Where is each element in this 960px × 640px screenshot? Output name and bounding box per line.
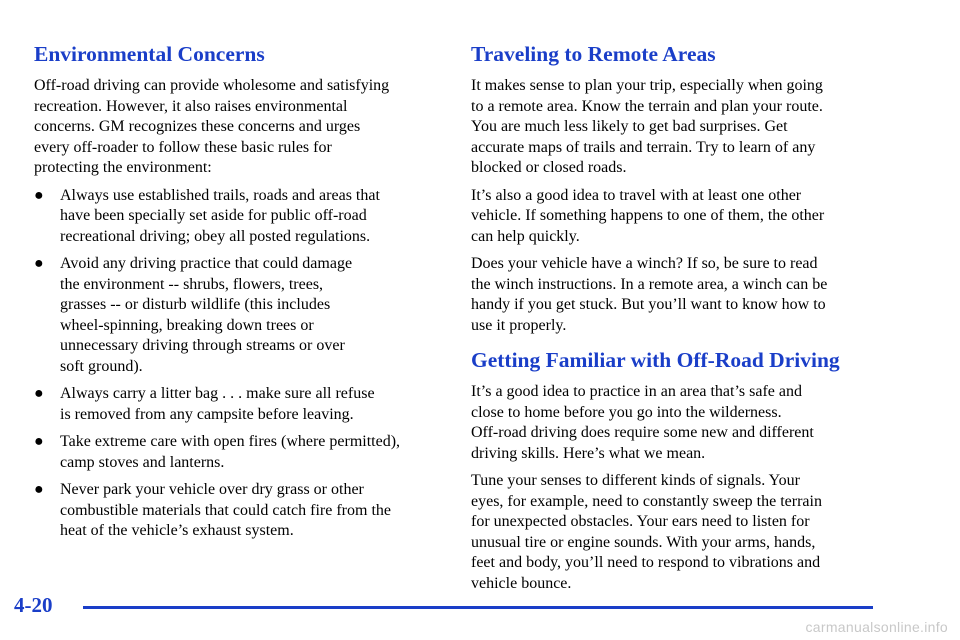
text-line: feet and body, you’ll need to respond to vibrations and <box>471 554 821 571</box>
paragraph <box>471 186 891 248</box>
text-line: close to home before you go into the wilderness. <box>471 403 782 421</box>
right-column <box>471 40 891 601</box>
text-line: eyes, for example, need to constantly sweep the terrain <box>471 492 822 510</box>
footer-rule <box>83 606 873 609</box>
text-line: combustible materials that could catch fire from the <box>60 501 391 519</box>
left-column <box>34 40 444 549</box>
text-line: recreational driving; obey all posted regulations. <box>60 227 371 245</box>
text-line: Never park your vehicle over dry grass or other <box>60 481 364 498</box>
text-line: You are much less likely to get bad surprises. Get <box>471 118 788 135</box>
text-line: driving skills. Here’s what we mean. <box>471 444 706 462</box>
list-item <box>34 432 444 473</box>
text-line: Take extreme care with open fires (where permitted), <box>60 433 401 450</box>
text-line: Off-road driving does require some new and different <box>471 424 814 441</box>
text-line: unnecessary driving through streams or over <box>60 337 345 354</box>
text-line: Avoid any driving practice that could damage <box>60 255 353 272</box>
list-item <box>34 254 444 377</box>
list-item <box>34 186 444 248</box>
text-line: protecting the environment: <box>34 159 212 176</box>
text-line: vehicle. If something happens to one of them, the other <box>471 207 825 224</box>
text-line: soft ground). <box>60 357 143 375</box>
text-line: have been specially set aside for public off-road <box>60 207 367 224</box>
text-line: Always carry a litter bag . . . make sure all refuse <box>60 385 375 402</box>
environment-rules-list <box>34 186 444 542</box>
text-line: It’s a good idea to practice in an area that’s safe and <box>471 383 802 400</box>
text-line: Tune your senses to different kinds of signals. Your <box>471 472 800 489</box>
paragraph <box>471 382 891 464</box>
text-line: vehicle bounce. <box>471 574 572 592</box>
paragraph <box>471 254 891 336</box>
bullet-icon: ● <box>34 433 44 450</box>
bullet-icon: ● <box>34 481 44 498</box>
paragraph <box>471 471 891 594</box>
text-line: is removed from any campsite before leaving. <box>60 405 354 423</box>
watermark: carmanualsonline.info <box>805 619 948 635</box>
heading-traveling-to-remote-areas: Traveling to Remote Areas <box>471 42 716 66</box>
text-line: every off-roader to follow these basic rules for <box>34 138 332 156</box>
page-number: 4-20 <box>14 593 53 617</box>
paragraph <box>471 76 891 179</box>
text-line: concerns. GM recognizes these concerns and urges <box>34 118 361 135</box>
text-line: to a remote area. Know the terrain and plan your route. <box>471 97 823 115</box>
text-line: recreation. However, it also raises environmental <box>34 97 348 115</box>
text-line: wheel-spinning, breaking down trees or <box>60 316 314 334</box>
text-line: Does your vehicle have a winch? If so, be sure to read <box>471 255 818 272</box>
text-line: heat of the vehicle’s exhaust system. <box>60 522 294 539</box>
intro-paragraph <box>34 76 444 179</box>
text-line: unusual tire or engine sounds. With your arms, hands, <box>471 533 816 551</box>
text-line: the environment -- shrubs, flowers, trees, <box>60 275 324 293</box>
bullet-icon: ● <box>34 385 44 402</box>
text-line: It makes sense to plan your trip, especially when going <box>471 77 823 94</box>
text-line: accurate maps of trails and terrain. Try to learn of any <box>471 138 816 156</box>
bullet-icon: ● <box>34 255 44 272</box>
list-item <box>34 384 444 425</box>
heading-environmental-concerns: Environmental Concerns <box>34 42 265 66</box>
text-line: handy if you get stuck. But you’ll want to know how to <box>471 296 826 313</box>
text-line: Always use established trails, roads and areas that <box>60 186 380 204</box>
text-line: blocked or closed roads. <box>471 159 627 176</box>
text-line: Off-road driving can provide wholesome and satisfying <box>34 77 390 94</box>
text-line: use it properly. <box>471 316 567 334</box>
text-line: camp stoves and lanterns. <box>60 453 225 471</box>
list-item <box>34 480 444 542</box>
text-line: can help quickly. <box>471 227 580 245</box>
bullet-icon: ● <box>34 186 44 204</box>
heading-getting-familiar-off-road: Getting Familiar with Off-Road Driving <box>471 348 840 372</box>
text-line: grasses -- or disturb wildlife (this includes <box>60 296 331 313</box>
text-line: It’s also a good idea to travel with at least one other <box>471 186 802 204</box>
text-line: for unexpected obstacles. Your ears need to listen for <box>471 513 810 530</box>
text-line: the winch instructions. In a remote area, a winch can be <box>471 275 828 293</box>
